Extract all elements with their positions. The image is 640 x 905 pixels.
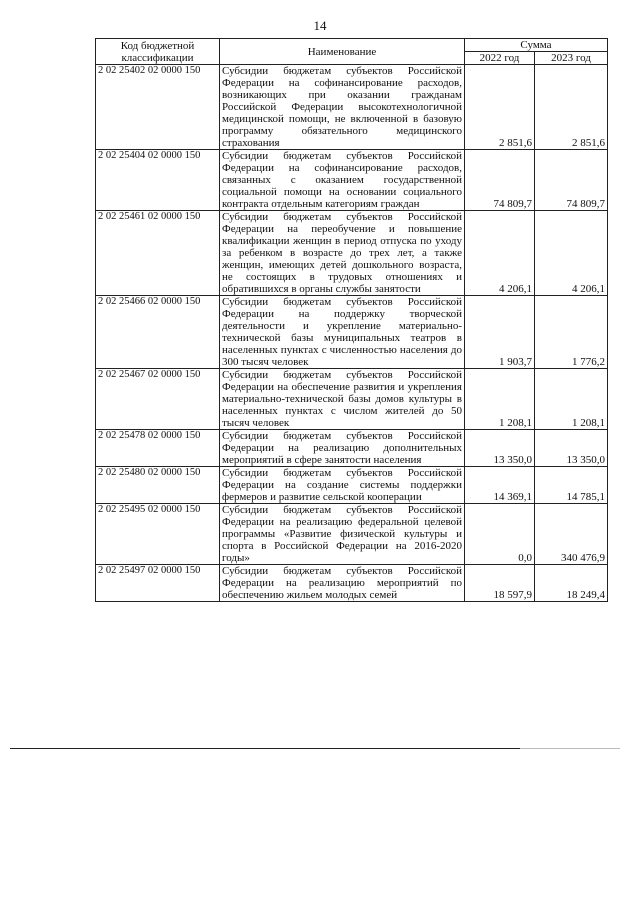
row-value-2022: 1 208,1 <box>465 369 535 430</box>
row-value-2022: 13 350,0 <box>465 430 535 467</box>
row-value-2023: 4 206,1 <box>535 211 608 296</box>
header-sum: Сумма <box>465 39 608 52</box>
header-year-2022: 2022 год <box>465 52 535 65</box>
header-row <box>96 39 608 52</box>
row-code: 2 02 25404 02 0000 150 <box>96 150 220 211</box>
row-value-2022: 74 809,7 <box>465 150 535 211</box>
row-value-2022: 1 903,7 <box>465 296 535 369</box>
row-value-2023: 14 785,1 <box>535 467 608 504</box>
row-name: Субсидии бюджетам субъектов Российской Федерации на реализацию федеральной целевой программы «Развитие физической культуры и спорта в Российской Федерации на 2016-2020 годы» <box>220 504 465 565</box>
row-code: 2 02 25402 02 0000 150 <box>96 65 220 150</box>
header-name: Наименование <box>220 39 465 65</box>
row-value-2023: 74 809,7 <box>535 150 608 211</box>
row-code: 2 02 25495 02 0000 150 <box>96 504 220 565</box>
row-code: 2 02 25497 02 0000 150 <box>96 565 220 602</box>
table-row <box>96 369 608 430</box>
row-value-2022: 2 851,6 <box>465 65 535 150</box>
table-row <box>96 504 608 565</box>
table-row <box>96 467 608 504</box>
footer-rule-faint <box>520 748 620 749</box>
table-row <box>96 65 608 150</box>
table-row <box>96 150 608 211</box>
page-number: 14 <box>313 18 327 33</box>
footer-rule <box>10 748 520 749</box>
row-name: Субсидии бюджетам субъектов Российской Федерации на софинансирование расходов, возникающих при оказании гражданам Российской Федерации высокотехнологичной медицинской помощи, не включенной в базовую программу обязательного медицинского страхования <box>220 65 465 150</box>
table-row <box>96 211 608 296</box>
table-row <box>96 296 608 369</box>
row-value-2023: 1 776,2 <box>535 296 608 369</box>
row-value-2023: 18 249,4 <box>535 565 608 602</box>
row-code: 2 02 25461 02 0000 150 <box>96 211 220 296</box>
row-name: Субсидии бюджетам субъектов Российской Федерации на обеспечение развития и укрепления материально-технической базы домов культуры в населенных пунктах с числом жителей до 50 тысяч человек <box>220 369 465 430</box>
row-code: 2 02 25467 02 0000 150 <box>96 369 220 430</box>
row-value-2023: 13 350,0 <box>535 430 608 467</box>
table-row <box>96 430 608 467</box>
row-name: Субсидии бюджетам субъектов Российской Федерации на переобучение и повышение квалификации женщин в период отпуска по уходу за ребенком в возрасте до трех лет, а также женщин, имеющих детей дошкольного возраста, не состоящих в трудовых отношениях и обратившихся в органы службы занятости <box>220 211 465 296</box>
budget-table <box>95 38 608 602</box>
row-value-2022: 0,0 <box>465 504 535 565</box>
row-name: Субсидии бюджетам субъектов Российской Федерации на реализацию дополнительных мероприятий в сфере занятости населения <box>220 430 465 467</box>
row-name: Субсидии бюджетам субъектов Российской Федерации на поддержку творческой деятельности и укрепление материально-технической базы муниципальных театров в населенных пунктах с численностью населения до 300 тысяч человек <box>220 296 465 369</box>
header-year-2023: 2023 год <box>535 52 608 65</box>
row-value-2022: 18 597,9 <box>465 565 535 602</box>
row-code: 2 02 25466 02 0000 150 <box>96 296 220 369</box>
row-value-2023: 2 851,6 <box>535 65 608 150</box>
row-value-2023: 1 208,1 <box>535 369 608 430</box>
row-value-2022: 14 369,1 <box>465 467 535 504</box>
table-row <box>96 565 608 602</box>
row-name: Субсидии бюджетам субъектов Российской Федерации на софинансирование расходов, связанных с оказанием государственной социальной помощи на основании социального контракта отдельным категориям граждан <box>220 150 465 211</box>
row-value-2023: 340 476,9 <box>535 504 608 565</box>
row-code: 2 02 25478 02 0000 150 <box>96 430 220 467</box>
header-code: Код бюджетной классификации <box>96 39 220 65</box>
row-name: Субсидии бюджетам субъектов Российской Федерации на реализацию мероприятий по обеспечению жильем молодых семей <box>220 565 465 602</box>
row-name: Субсидии бюджетам субъектов Российской Федерации на создание системы поддержки фермеров и развитие сельской кооперации <box>220 467 465 504</box>
row-value-2022: 4 206,1 <box>465 211 535 296</box>
row-code: 2 02 25480 02 0000 150 <box>96 467 220 504</box>
